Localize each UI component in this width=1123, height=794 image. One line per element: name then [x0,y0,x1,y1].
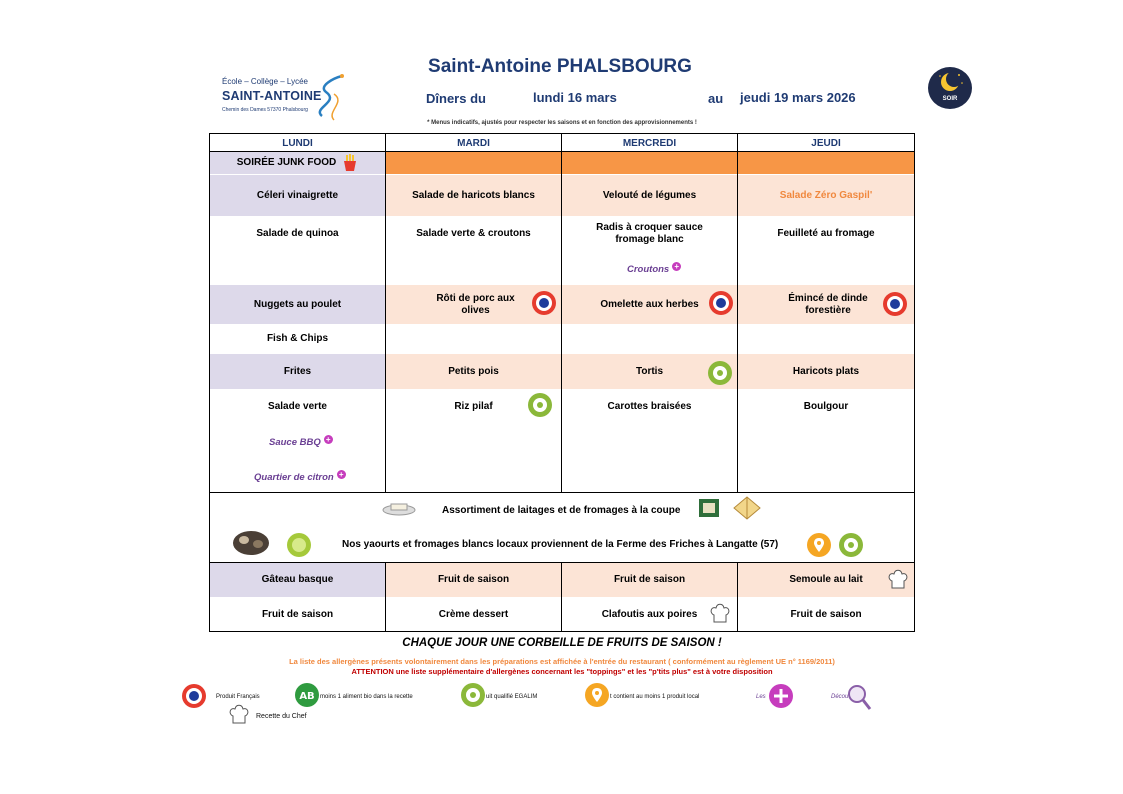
au-label: au [708,91,724,106]
fruits-banner: CHAQUE JOUR UNE CORBEILLE DE FRUITS DE SAISON ! [402,637,722,649]
divider [210,151,914,152]
legend-decouverte: Décou [831,694,849,700]
lundi-accomp1: Frites [210,354,385,389]
mercredi-dessert2: Clafoutis aux poires [601,608,698,620]
lundi-topping1 [269,435,333,448]
lundi-plat2: Fish & Chips [266,333,329,344]
egalim-icon [460,682,486,708]
cows-icon [232,530,270,556]
mercredi-topping [627,262,681,275]
logo-line-1: École – Collège – Lycée [222,77,308,86]
mardi-accomp2: Riz pilaf [454,400,493,412]
french-flag-icon [708,290,734,316]
local-product-icon [806,532,832,558]
mercredi-dessert1: Fruit de saison [562,563,737,597]
moon-icon [928,67,972,97]
mercredi-entree2: Radis à croquer sauce fromage blanc [596,222,703,245]
local-green-icon [286,532,312,558]
mardi-dessert1: Fruit de saison [386,563,561,597]
jeudi-accomp1: Haricots plats [738,354,914,389]
date-start: lundi 16 mars [533,90,617,105]
legend-chef: Recette du Chef [256,713,307,720]
plus-icon: + [324,435,333,444]
chef-hat-icon [227,702,251,726]
logo-line-2: SAINT-ANTOINE [222,89,322,103]
egalim-icon [707,360,733,386]
mardi-dessert2: Crème dessert [438,608,509,620]
legend-qualifie: uit qualifié EGALIM [486,694,538,700]
allergen-warning: ATTENTION une liste supplémentaire d'allergènes concernant les "toppings" et les "p'tits plus" est à votre disposition [351,667,773,676]
mercredi-entree1: Velouté de légumes [562,175,737,216]
divider [210,492,914,493]
plus-icon: + [337,470,346,479]
divider [737,562,738,631]
logo-swirl-icon [312,72,348,124]
egalim-icon [527,392,553,418]
divider [385,562,386,631]
menu-note: * Menus indicatifs, ajustés pour respecter les saisons et en fonction des approvisionnements ! [427,120,697,126]
lundi-theme [210,152,385,174]
school-logo [220,72,350,124]
french-flag-icon [882,291,908,317]
legend-local: t contient au moins 1 produit local [610,694,700,700]
cheese-slices-icon [732,495,762,521]
french-flag-icon [181,683,207,709]
citron-label: Quartier de citron [254,472,334,483]
divider [561,134,562,492]
logo-line-3: Chemin des Dames 57370 Phalsbourg [222,107,308,113]
legend-francais: Produit Français [216,694,260,700]
menu-table [209,133,915,632]
svg-text:AB: AB [299,691,315,702]
lundi-entree2: Salade de quinoa [256,228,339,239]
croutons-label: Croutons [627,264,670,275]
egalim-icon [838,532,864,558]
jeudi-entree1: Salade Zéro Gaspil' [738,175,914,216]
legend-les: Les [756,694,766,700]
lundi-accomp2: Salade verte [268,400,327,412]
mercredi-accomp2: Carottes braisées [607,400,692,412]
bio-icon [294,682,320,708]
header-jeudi: JEUDI [811,138,841,149]
page-title: Saint-Antoine PHALSBOURG [428,56,692,77]
chef-hat-icon [708,601,732,625]
mardi-plat: Rôti de porc aux olives [386,285,561,324]
theme-row-fill [386,152,914,174]
mercredi-accomp1: Tortis [562,354,737,389]
mardi-entree2: Salade verte & croutons [416,228,531,239]
fries-icon [342,154,358,172]
header-mercredi: MERCREDI [622,138,677,149]
jeudi-plat: Émincé de dinde forestière [738,285,914,324]
soir-label: SOIR [942,96,958,102]
chef-hat-icon [886,567,910,591]
local-product-icon [584,682,610,708]
soir-badge [928,67,972,109]
french-flag-icon [531,290,557,316]
jeudi-dessert1: Semoule au lait [738,563,914,597]
dairy-line-2: Nos yaourts et fromages blancs locaux proviennent de la Ferme des Friches à Langatte (57) [342,539,779,550]
header-mardi: MARDI [457,138,490,149]
jeudi-dessert2: Fruit de saison [790,608,862,620]
cheese-plate-icon [382,500,416,516]
plus-icon: + [672,262,681,271]
legend-bio: moins 1 aliment bio dans la recette [320,694,413,700]
lundi-topping2 [254,470,346,483]
lundi-dessert2: Fruit de saison [261,608,334,620]
mercredi-plat: Omelette aux herbes [562,285,737,324]
date-end: jeudi 19 mars 2026 [740,90,856,105]
lundi-dessert1: Gâteau basque [210,563,385,597]
divider [561,562,562,631]
toppings-plus-icon [768,683,794,709]
dairy-line-1: Assortiment de laitages et de fromages à la coupe [442,505,681,516]
header-lundi: LUNDI [282,138,313,149]
allergen-info: La liste des allergènes présents volontairement dans les préparations est affichée à l'entrée du restaurant ( conformément au règlement UE n° 1169/2011) [289,657,835,666]
mardi-entree1: Salade de haricots blancs [386,175,561,216]
magnifier-icon [846,683,872,711]
cheese-box-icon [697,496,721,520]
diners-label: Dîners du [426,91,486,106]
lundi-theme-label: SOIRÉE JUNK FOOD [236,157,337,168]
divider [210,562,914,563]
jeudi-entree2: Feuilleté au fromage [777,228,875,239]
divider [737,134,738,492]
lundi-entree1: Céleri vinaigrette [210,175,385,216]
mardi-accomp1: Petits pois [386,354,561,389]
divider [385,134,386,492]
jeudi-accomp2: Boulgour [803,400,849,412]
sauce-bbq-label: Sauce BBQ [269,437,321,448]
lundi-plat: Nuggets au poulet [210,285,385,324]
